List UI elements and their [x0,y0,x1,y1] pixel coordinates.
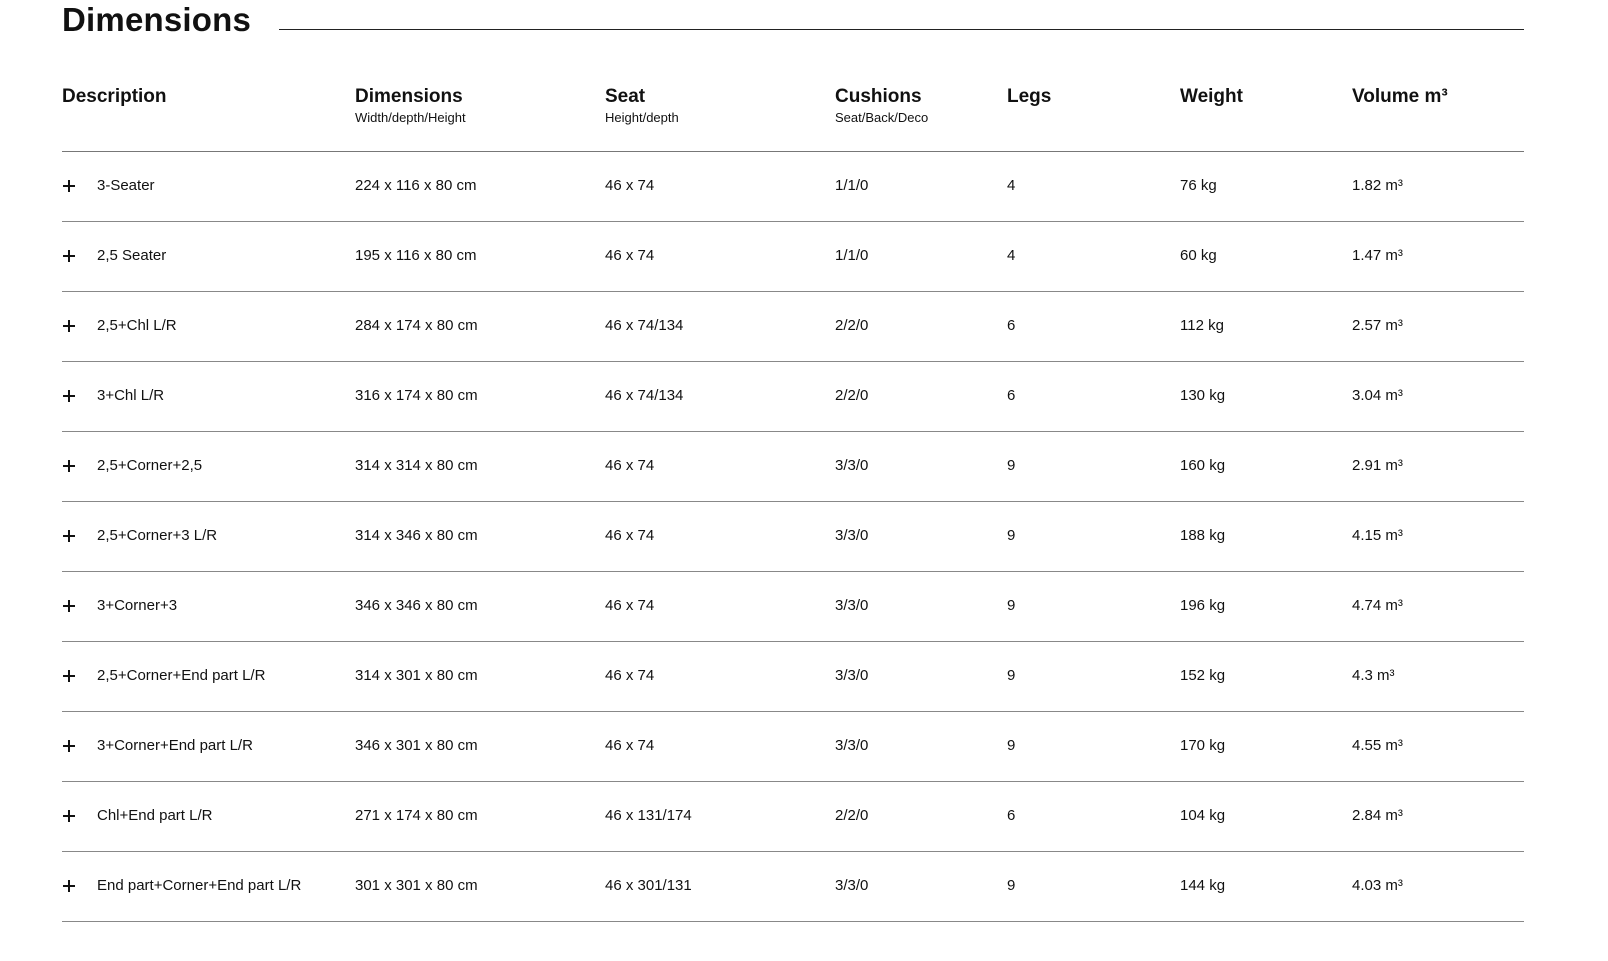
cell-volume: 4.55 m³ [1352,736,1403,754]
cell-dimensions: 284 x 174 x 80 cm [355,316,478,334]
cell-weight: 160 kg [1180,456,1226,474]
header-weight [1180,76,1352,151]
table-row[interactable] [62,292,1524,362]
cell-weight: 104 kg [1180,806,1226,824]
cell-cushions: 3/3/0 [835,596,869,614]
cell-volume: 4.3 m³ [1352,666,1395,684]
cell-cushions: 2/2/0 [835,806,869,824]
cell-weight: 60 kg [1180,246,1217,264]
cell-seat: 46 x 74 [605,456,655,474]
cell-legs: 9 [1007,666,1016,684]
header-label: Dimensions [355,86,463,107]
cell-weight: 144 kg [1180,876,1226,894]
cell-seat: 46 x 74/134 [605,386,684,404]
description-text: 2,5+Chl L/R [97,316,177,334]
plus-icon[interactable] [62,879,76,893]
cell-seat: 46 x 74 [605,246,655,264]
plus-icon[interactable] [62,809,76,823]
header-label: Cushions [835,86,922,107]
cell-volume: 4.74 m³ [1352,596,1403,614]
cell-seat: 46 x 131/174 [605,806,692,824]
cell-description [62,316,355,338]
cell-weight: 112 kg [1180,316,1224,334]
header-cushions [835,76,1007,151]
cell-description [62,876,355,898]
cell-description [62,456,355,478]
plus-icon[interactable] [62,669,76,683]
cell-description [62,596,355,618]
cell-dimensions: 314 x 301 x 80 cm [355,666,478,684]
cell-cushions: 3/3/0 [835,526,869,544]
description-text: 3-Seater [97,176,155,194]
cell-weight: 196 kg [1180,596,1226,614]
description-text: 3+Corner+End part L/R [97,736,253,754]
cell-dimensions: 346 x 301 x 80 cm [355,736,478,754]
header-description [62,76,355,151]
section-title: Dimensions [62,1,252,38]
table-row[interactable] [62,712,1524,782]
cell-cushions: 3/3/0 [835,456,869,474]
cell-volume: 2.57 m³ [1352,316,1403,334]
header-seat [605,76,835,151]
plus-icon[interactable] [62,739,76,753]
cell-cushions: 3/3/0 [835,736,869,754]
plus-icon[interactable] [62,599,76,613]
cell-cushions: 1/1/0 [835,176,869,194]
table-row[interactable] [62,572,1524,642]
cell-legs: 6 [1007,806,1016,824]
title-divider [279,29,1524,30]
plus-icon[interactable] [62,389,76,403]
table-row[interactable] [62,502,1524,572]
cell-dimensions: 346 x 346 x 80 cm [355,596,478,614]
cell-volume: 2.84 m³ [1352,806,1403,824]
cell-dimensions: 224 x 116 x 80 cm [355,176,477,194]
cell-seat: 46 x 301/131 [605,876,692,894]
cell-volume: 1.47 m³ [1352,246,1403,264]
description-text: 2,5+Corner+2,5 [97,456,203,474]
table-row[interactable] [62,642,1524,712]
cell-seat: 46 x 74 [605,176,655,194]
cell-volume: 1.82 m³ [1352,176,1403,194]
plus-icon[interactable] [62,249,76,263]
header-label: Weight [1180,86,1243,107]
table-row[interactable] [62,152,1524,222]
description-text: 2,5+Corner+End part L/R [97,666,266,684]
cell-volume: 4.15 m³ [1352,526,1403,544]
description-text: End part+Corner+End part L/R [97,876,302,894]
table-row[interactable] [62,222,1524,292]
cell-weight: 188 kg [1180,526,1226,544]
cell-description [62,176,355,198]
cell-seat: 46 x 74/134 [605,316,684,334]
header-label: Description [62,86,167,107]
header-volume [1352,76,1524,151]
cell-dimensions: 316 x 174 x 80 cm [355,386,478,404]
cell-dimensions: 314 x 346 x 80 cm [355,526,478,544]
cell-weight: 76 kg [1180,176,1217,194]
plus-icon[interactable] [62,529,76,543]
cell-legs: 9 [1007,456,1016,474]
description-text: 3+Chl L/R [97,386,165,404]
cell-weight: 152 kg [1180,666,1226,684]
table-row[interactable] [62,362,1524,432]
header-label: Volume m³ [1352,86,1448,107]
cell-dimensions: 314 x 314 x 80 cm [355,456,478,474]
cell-dimensions: 301 x 301 x 80 cm [355,876,478,894]
cell-seat: 46 x 74 [605,526,655,544]
cell-description [62,736,355,758]
cell-dimensions: 271 x 174 x 80 cm [355,806,478,824]
cell-cushions: 3/3/0 [835,876,869,894]
cell-description [62,526,355,548]
cell-volume: 4.03 m³ [1352,876,1403,894]
cell-volume: 2.91 m³ [1352,456,1403,474]
header-legs [1007,76,1180,151]
cell-cushions: 1/1/0 [835,246,869,264]
cell-legs: 9 [1007,876,1016,894]
plus-icon[interactable] [62,459,76,473]
cell-description [62,246,355,268]
cell-seat: 46 x 74 [605,596,655,614]
cell-legs: 4 [1007,176,1016,194]
plus-icon[interactable] [62,179,76,193]
table-body [62,152,1524,922]
header-label: Seat [605,86,646,107]
cell-legs: 6 [1007,316,1016,334]
table-row[interactable] [62,782,1524,852]
description-text: 2,5 Seater [97,246,167,264]
header-sublabel: Width/depth/Height [355,110,466,125]
header-sublabel: Seat/Back/Deco [835,110,929,125]
cell-volume: 3.04 m³ [1352,386,1403,404]
cell-description [62,666,355,688]
table-row[interactable] [62,852,1524,922]
cell-legs: 9 [1007,736,1016,754]
section-header [62,0,1524,48]
plus-icon[interactable] [62,319,76,333]
cell-legs: 4 [1007,246,1016,264]
cell-cushions: 3/3/0 [835,666,869,684]
cell-description [62,386,355,408]
table-header-row [62,76,1524,152]
description-text: 2,5+Corner+3 L/R [97,526,218,544]
description-text: Chl+End part L/R [97,806,213,824]
cell-seat: 46 x 74 [605,736,655,754]
cell-weight: 170 kg [1180,736,1226,754]
cell-cushions: 2/2/0 [835,386,869,404]
cell-legs: 9 [1007,526,1016,544]
cell-cushions: 2/2/0 [835,316,869,334]
header-dimensions [355,76,605,151]
cell-dimensions: 195 x 116 x 80 cm [355,246,477,264]
description-text: 3+Corner+3 [97,596,178,614]
cell-legs: 6 [1007,386,1016,404]
cell-legs: 9 [1007,596,1016,614]
dimensions-table [62,76,1524,922]
cell-weight: 130 kg [1180,386,1226,404]
header-label: Legs [1007,86,1052,107]
cell-seat: 46 x 74 [605,666,655,684]
header-sublabel: Height/depth [605,110,679,125]
cell-description [62,806,355,828]
table-row[interactable] [62,432,1524,502]
